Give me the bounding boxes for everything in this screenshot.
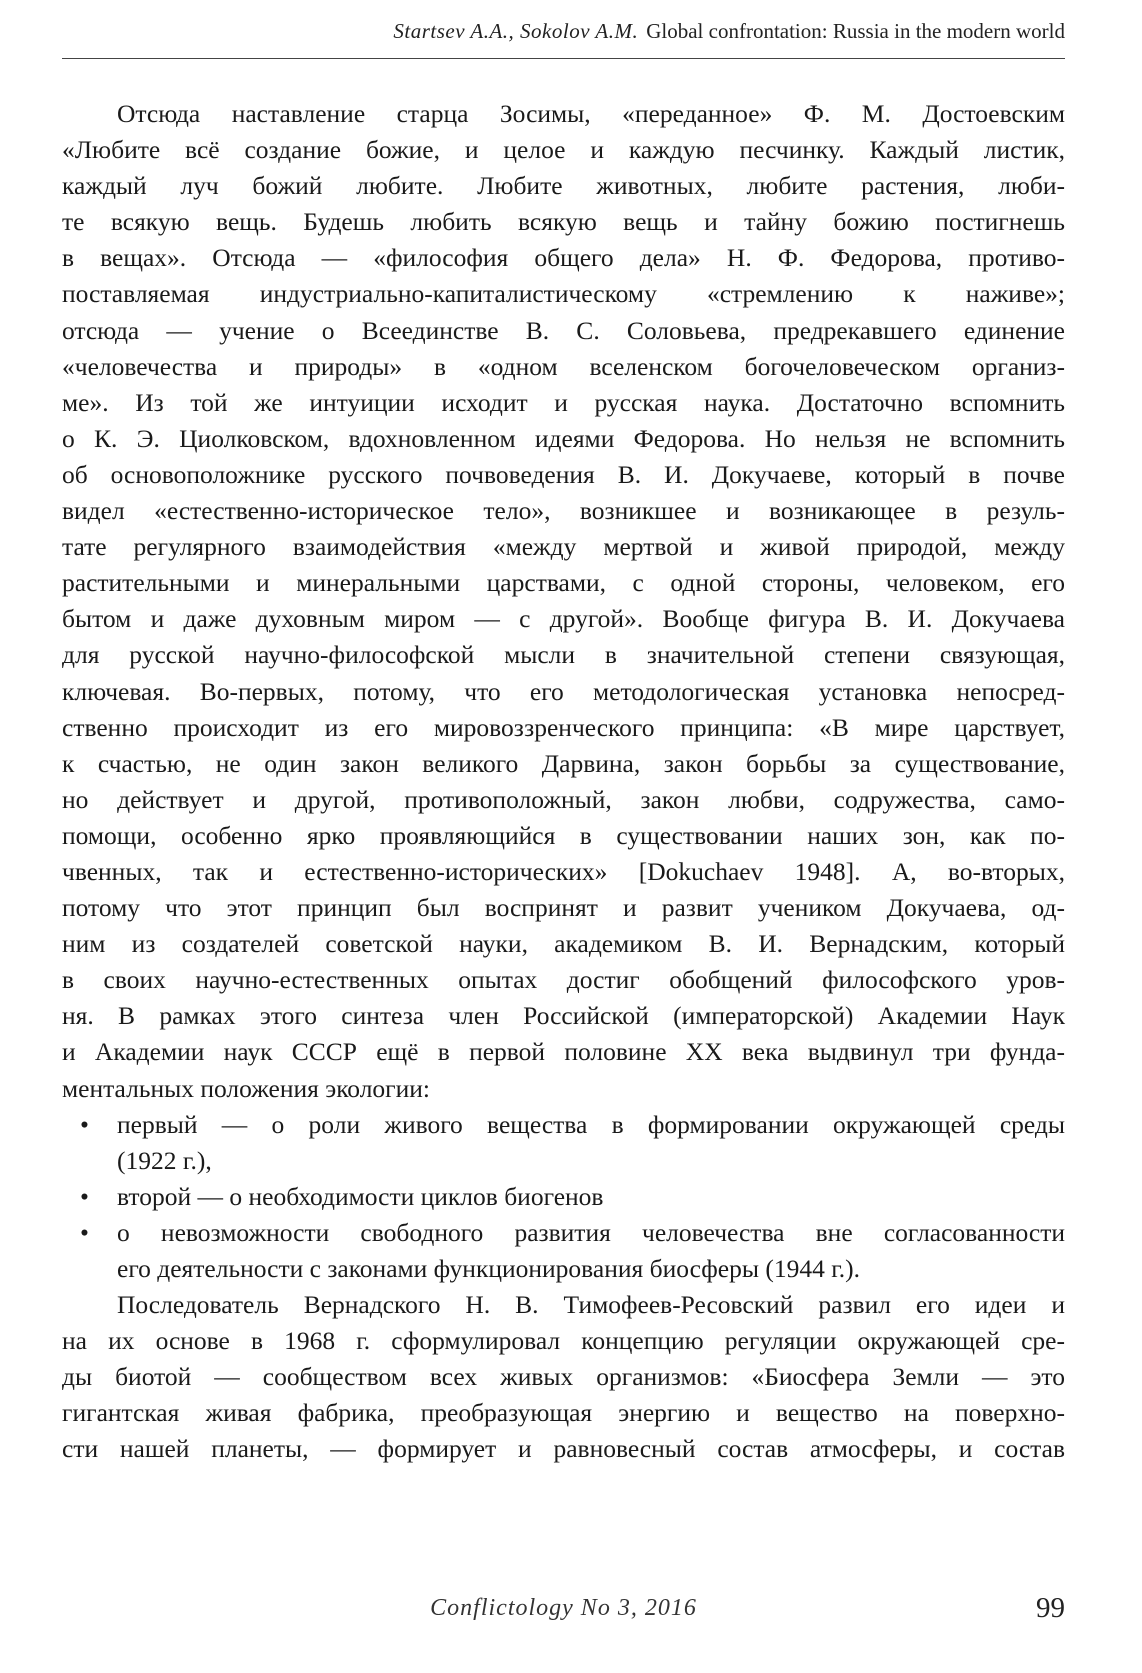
running-header xyxy=(62,14,1065,48)
text-line: гигантская живая фабрика, преобразующая энергию и вещество на поверхно- xyxy=(62,1398,1065,1428)
article-body xyxy=(62,96,1065,1468)
text-line: чвенных, так и естественно-исторических» [Dokuchaev 1948]. А, во-вторых, xyxy=(62,856,1065,886)
text-line: ня. В рамках этого синтеза член Российской (императорской) Академии Наук xyxy=(62,1001,1065,1031)
text-line: ключевая. Во-первых, потому, что его методологическая установка непосред- xyxy=(62,676,1065,706)
text-line: для русской научно-философской мысли в значительной степени связующая, xyxy=(62,640,1065,670)
list-item xyxy=(62,1215,1065,1287)
page-number: 99 xyxy=(1036,1592,1065,1624)
text-line: в своих научно-естественных опытах достиг обобщений философского уров- xyxy=(62,965,1065,995)
text-line: потому что этот принцип был воспринят и развит учеником Докучаева, од- xyxy=(62,893,1065,923)
text-line: на их основе в 1968 г. сформулировал концепцию регуляции окружающей сре- xyxy=(62,1326,1065,1356)
header-authors: Startsev A.A., Sokolov A.M. xyxy=(393,19,639,43)
text-line: те всякую вещь. Будешь любить всякую вещь и тайну божию постигнешь xyxy=(62,207,1065,237)
bullet-text: первый — о роли живого вещества в формировании окружающей среды xyxy=(117,1109,1065,1139)
text-line: помощи, особенно ярко проявляющийся в существовании наших зон, как по- xyxy=(62,820,1065,850)
text-line: ственно происходит из его мировоззренческого принципа: «В мире царствует, xyxy=(62,712,1065,742)
bullet-text: о невозможности свободного развития человечества вне согласованности xyxy=(117,1217,1065,1247)
text-line: каждый луч божий любите. Любите животных, любите растения, люби- xyxy=(62,171,1065,201)
bullet-icon: • xyxy=(80,1217,89,1247)
bullet-line xyxy=(62,1179,1065,1215)
header-title: Global confrontation: Russia in the modern world xyxy=(646,19,1065,43)
text-line: ментальных положения экологии: xyxy=(62,1073,431,1103)
list-item xyxy=(62,1107,1065,1179)
text-line: отсюда — учение о Всеединстве В. С. Соловьева, предрекавшего единение xyxy=(62,315,1065,345)
paragraph-1 xyxy=(62,96,1065,1107)
text-line: растительными и минеральными царствами, с одной стороны, человеком, его xyxy=(62,568,1065,598)
footer-journal: Conflictology No 3, 2016 xyxy=(430,1595,697,1621)
text-line: о К. Э. Циолковском, вдохновленном идеями Федорова. Но нельзя не вспомнить xyxy=(62,423,1065,453)
text-line: к счастью, не один закон великого Дарвина, закон борьбы за существование, xyxy=(62,748,1065,778)
bullet-icon: • xyxy=(80,1109,89,1139)
header-divider xyxy=(62,58,1065,59)
text-line: но действует и другой, противоположный, закон любви, содружества, само- xyxy=(62,784,1065,814)
page-footer xyxy=(62,1588,1065,1628)
text-line: и Академии наук СССР ещё в первой половине XX века выдвинул три фунда- xyxy=(62,1037,1065,1067)
text-line: «Любите всё создание божие, и целое и каждую песчинку. Каждый листик, xyxy=(62,135,1065,165)
text-line: ме». Из той же интуиции исходит и русская наука. Достаточно вспомнить xyxy=(62,387,1065,417)
bullet-line xyxy=(62,1215,1065,1251)
text-line: бытом и даже духовным миром — с другой». Вообще фигура В. И. Докучаева xyxy=(62,604,1065,634)
bullet-line: его деятельности с законами функционирования биосферы (1944 г.). xyxy=(117,1254,861,1283)
text-line: видел «естественно-историческое тело», возникшее и возникающее в резуль- xyxy=(62,496,1065,526)
text-line: ним из создателей советской науки, академиком В. И. Вернадским, который xyxy=(62,929,1065,959)
text-line: сти нашей планеты, — формирует и равновесный состав атмосферы, и состав xyxy=(62,1434,1065,1464)
text-line: в вещах». Отсюда — «философия общего дела» Н. Ф. Федорова, противо- xyxy=(62,243,1065,273)
text-line: «человечества и природы» в «одном вселенском богочеловеческом организ- xyxy=(62,351,1065,381)
paragraph-2 xyxy=(62,1287,1065,1467)
text-line: об основоположнике русского почвоведения В. И. Докучаеве, который в почве xyxy=(62,459,1065,489)
bullet-list xyxy=(62,1107,1065,1287)
bullet-line: (1922 г.), xyxy=(117,1145,212,1175)
list-item xyxy=(62,1179,1065,1215)
bullet-icon: • xyxy=(80,1181,89,1211)
bullet-line xyxy=(62,1107,1065,1143)
text-line: поставляемая индустриально-капиталистическому «стремлению к наживе»; xyxy=(62,279,1065,309)
text-line: Отсюда наставление старца Зосимы, «переданное» Ф. М. Достоевским xyxy=(117,99,1065,128)
text-line: тате регулярного взаимодействия «между мертвой и живой природой, между xyxy=(62,532,1065,562)
text-line: ды биотой — сообществом всех живых организмов: «Биосфера Земли — это xyxy=(62,1362,1065,1392)
bullet-text: второй — о необходимости циклов биогенов xyxy=(117,1181,604,1211)
text-line: Последователь Вернадского Н. В. Тимофеев-Ресовский развил его идеи и xyxy=(117,1290,1065,1320)
